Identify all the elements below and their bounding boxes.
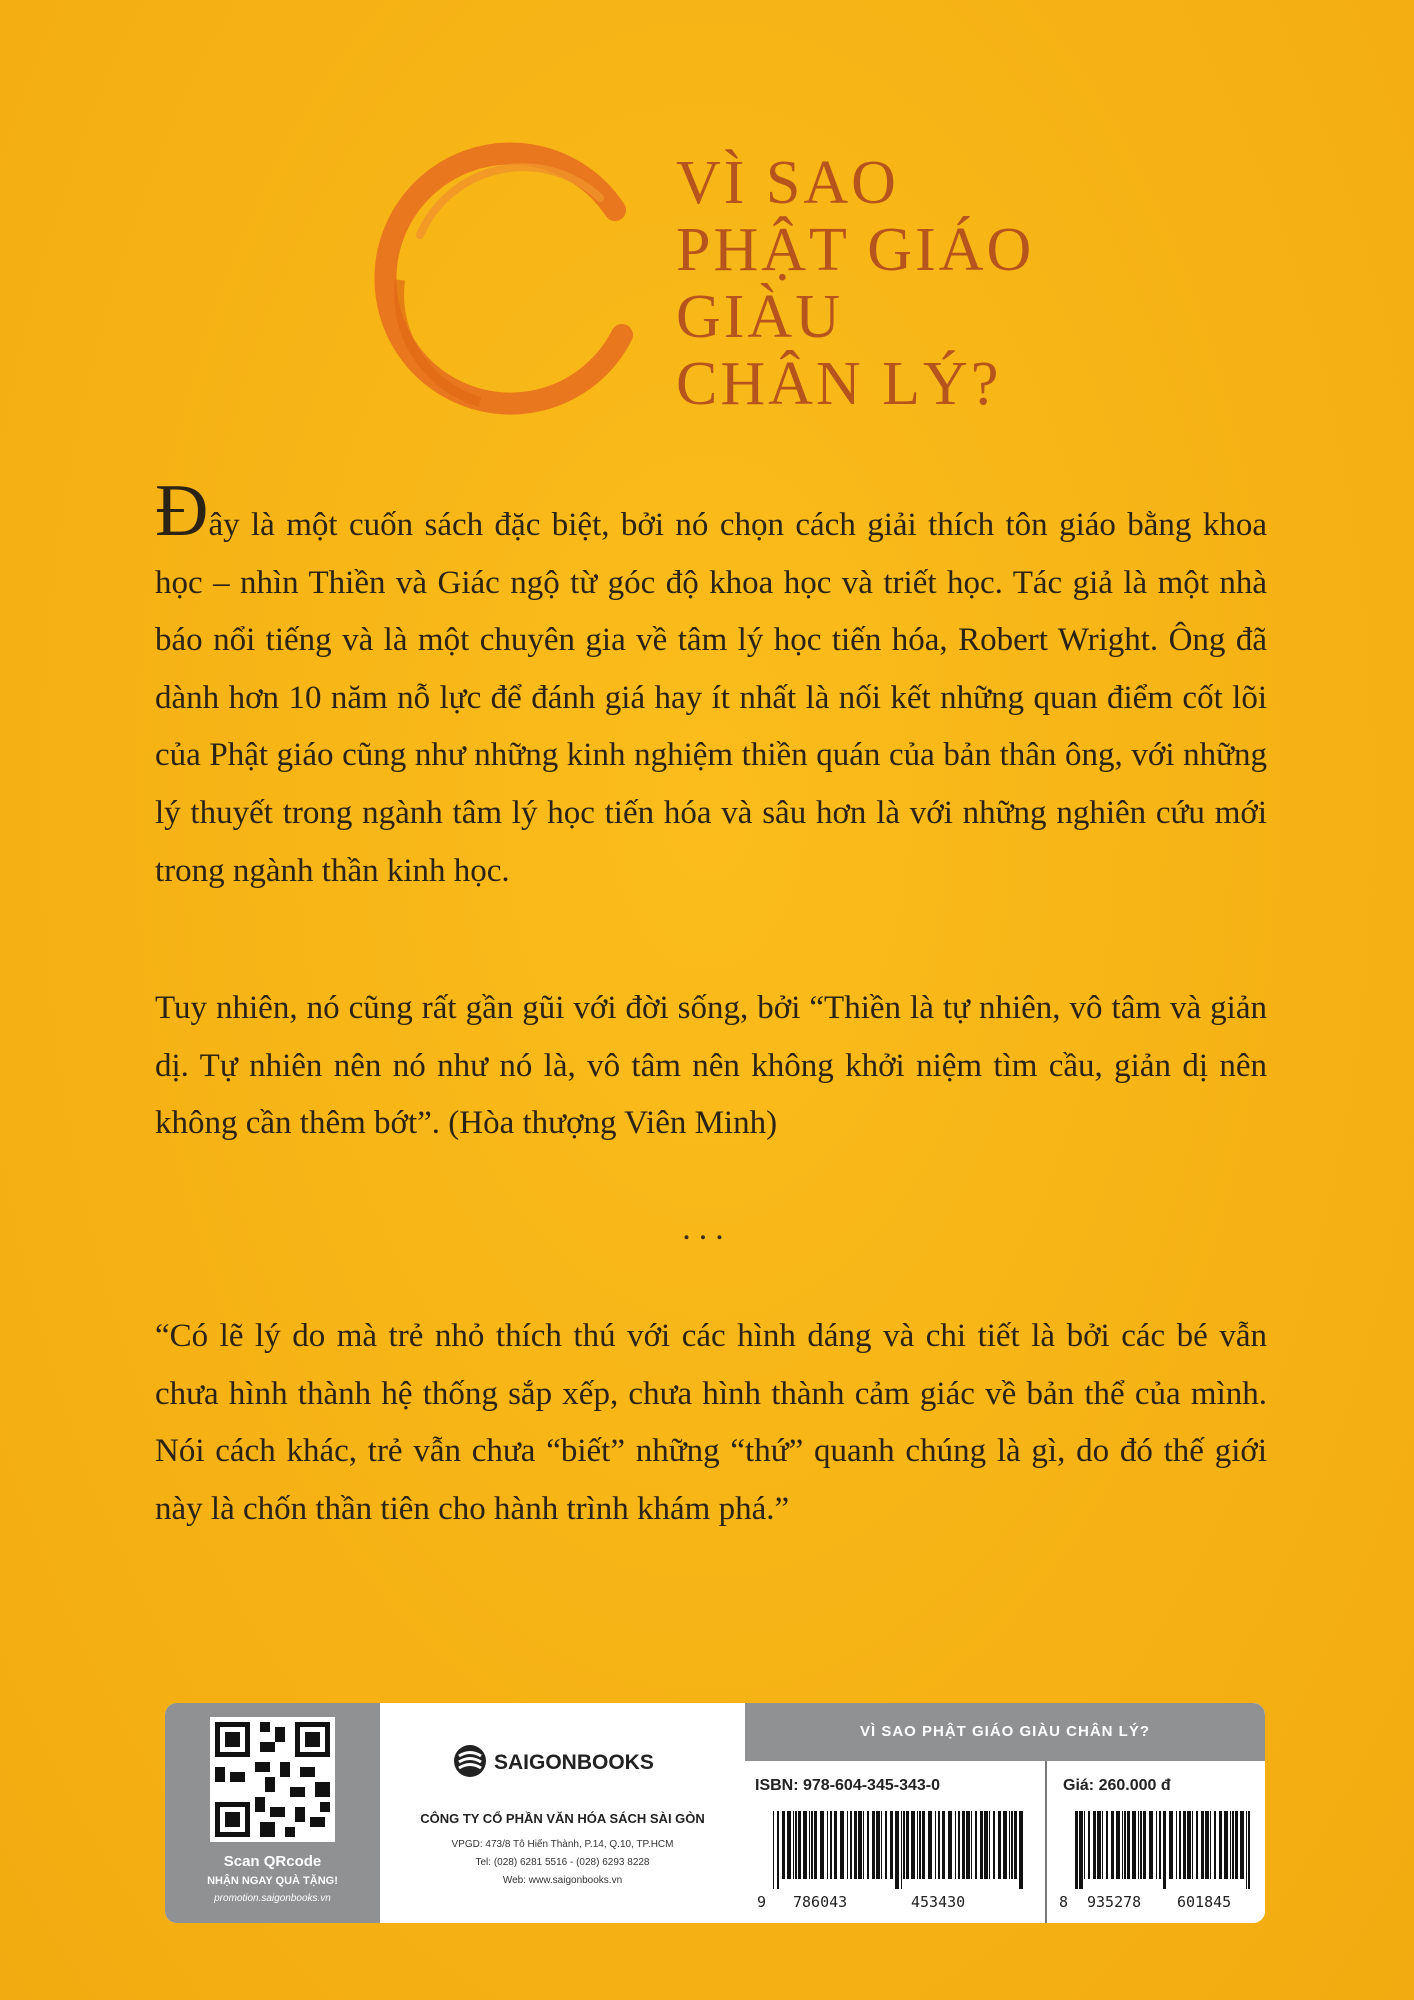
qr-panel [165,1703,380,1923]
quote-paragraph [155,1308,1267,1538]
zen-paragraph [155,980,1267,1153]
separator: ... [682,1210,732,1247]
publisher-panel [380,1703,745,1923]
publisher-web[interactable]: Web: www.saigonbooks.vn [502,1875,623,1886]
qr-label: Scan QRcode [223,1853,322,1870]
isbn: ISBN: 978-604-345-343-0 [755,1777,940,1794]
enso-circle-icon [360,140,660,440]
qr-url[interactable]: promotion.saigonbooks.vn [214,1893,331,1904]
price: Giá: 260.000 đ [1063,1777,1171,1794]
zen-text: Tuy nhiên, nó cũng rất gần gũi với đời sống, bởi “Thiền là tự nhiên, vô tâm và giản dị. Tự nhiên nên nó như nó là, vô tâm nên không khởi niệm tìm cầu, giản dị nên không cần thêm bớt”. (Hòa thượng Viên Minh) [155,990,1267,1142]
saigonbooks-logo [450,1741,680,1781]
book-title [676,150,1034,418]
isbn-digit-group: 453430 [911,1893,966,1911]
title-line: CHÂN LÝ? [676,350,1002,418]
publisher-phone: Tel: (028) 6281 5516 - (028) 6293 8228 [475,1857,650,1868]
barcode-panel [745,1703,1265,1923]
isbn-barcode [773,1811,1023,1889]
price-digit-group: 601845 [1177,1893,1232,1911]
isbn-digit-group: 786043 [793,1893,848,1911]
price-barcode [1075,1811,1253,1889]
publisher-address: VPGD: 473/8 Tô Hiến Thành, P.14, Q.10, TP.HCM [451,1839,674,1850]
isbn-digit-lead: 9 [757,1893,767,1911]
intro-paragraph [155,470,1267,900]
intro-text: Đây là một cuốn sách đặc biệt, bởi nó chọn cách giải thích tôn giáo bằng khoa học – nhìn Thiền và Giác ngộ từ góc độ khoa học và triết học. Tác giả là một nhà báo nổi tiếng và là một chuyên gia về tâm lý học tiến hóa, Robert Wright. Ông đã dành hơn 10 năm nỗ lực để đánh giá hay ít nhất là nối kết những quan điểm cốt lõi của Phật giáo cũng như những kinh nghiệm thiền quán của bản thân ông, với những lý thuyết trong ngành tâm lý học tiến hóa và sâu hơn là với những nghiên cứu mới trong ngành thần kinh học. [155,470,1267,889]
info-strip [165,1703,1265,1923]
divider [1045,1761,1047,1923]
qr-code-icon[interactable] [210,1717,335,1842]
title-line: PHẬT GIÁO [676,216,1035,284]
publisher-name: CÔNG TY CỔ PHẦN VĂN HÓA SÁCH SÀI GÒN [420,1811,705,1826]
title-line: GIÀU [676,283,843,351]
price-digit-lead: 8 [1059,1893,1069,1911]
barcode-header: VÌ SAO PHẬT GIÁO GIÀU CHÂN LÝ? [745,1703,1265,1761]
title-line: VÌ SAO [676,149,899,217]
svg-text:SAIGONBOOKS: SAIGONBOOKS [494,1751,654,1774]
qr-tagline: NHẬN NGAY QUÀ TẶNG! [207,1875,338,1887]
price-digit-group: 935278 [1087,1893,1142,1911]
quote-text: “Có lẽ lý do mà trẻ nhỏ thích thú với các hình dáng và chi tiết là bởi các bé vẫn chưa hình thành hệ thống sắp xếp, chưa hình thành cảm giác về bản thể của mình. Nói cách khác, trẻ vẫn chưa “biết” những “thứ” quanh chúng là gì, do đó thế giới này là chốn thần tiên cho hành trình khám phá.” [155,1318,1267,1527]
